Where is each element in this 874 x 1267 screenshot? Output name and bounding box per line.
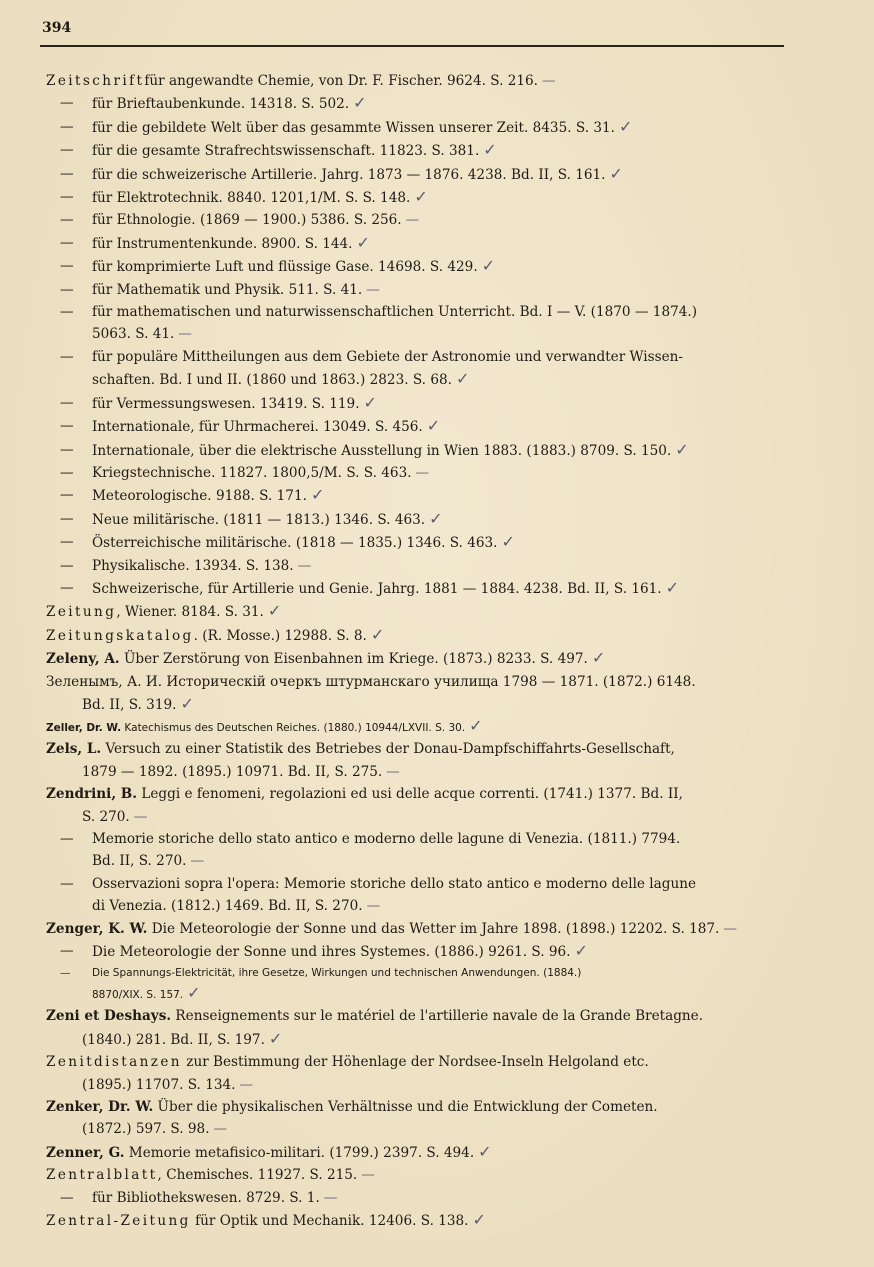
catalog-entry	[46, 1051, 790, 1096]
dash-mark-icon: —	[405, 212, 420, 229]
check-mark-icon: ✓	[478, 1141, 492, 1161]
check-mark-icon: ✓	[268, 1028, 283, 1048]
entry-line	[92, 831, 680, 847]
entry-text: Memorie metafisico-militari. (1799.) 2397. S. 494.	[124, 1144, 475, 1161]
entry-line	[46, 1210, 486, 1230]
entry-text: (1840.) 281. Bd. II, S. 197.	[82, 1031, 265, 1048]
entry-text: Neue militärische. (1811 — 1813.) 1346. S. 463.	[92, 511, 426, 528]
entry-text: Physikalische. 13934. S. 138.	[92, 557, 294, 574]
entry-line	[92, 967, 581, 979]
entry-text: für die gebildete Welt über das gesammte Wissen unserer Zeit. 8435. S. 31.	[92, 119, 615, 136]
dash-mark-icon: —	[361, 1167, 375, 1184]
entry-text: Schweizerische, für Artillerie und Genie. Jahrg. 1881 — 1884. 4238. Bd. II, S. 161.	[92, 580, 662, 597]
entry-text: für mathematischen und naturwissenschaftlichen Unterricht. Bd. I — V. (1870 — 1874.)	[92, 304, 698, 321]
entry-line	[92, 1190, 337, 1206]
entry-text: Bd. II, S. 319.	[82, 696, 177, 713]
entry-text: zur Bestimmung der Höhenlage der Nordsee-Inseln Helgoland etc.	[181, 1054, 649, 1071]
check-mark-icon: ✓	[472, 1210, 486, 1230]
dash-mark-icon: —	[366, 281, 380, 298]
check-mark-icon: ✓	[187, 983, 201, 1003]
entry-text: Osservazioni sopra l'opera: Memorie storiche dello stato antico e moderno delle lagune	[92, 875, 697, 892]
check-mark-icon: ✓	[455, 369, 470, 389]
entry-heading: Zendrini, B.	[46, 786, 138, 803]
catalog-entry	[46, 1005, 790, 1051]
entry-heading: Zenker, Dr. W.	[46, 1099, 154, 1116]
entry-heading: Зеленымъ,	[46, 673, 123, 690]
entry-continuation-line	[46, 1118, 790, 1140]
entry-line	[46, 1008, 703, 1024]
catalog-subentry	[46, 1187, 790, 1209]
entry-line	[92, 163, 623, 183]
catalog-subentry	[46, 346, 790, 392]
entry-text: Über Zerstörung von Eisenbahnen im Kriege. (1873.) 8233. S. 497.	[119, 651, 588, 668]
entry-text: für Brieftaubenkunde. 14318. S. 502.	[92, 96, 350, 113]
catalog-subentry	[46, 92, 790, 115]
catalog-subentry	[46, 484, 790, 507]
catalog-subentry	[46, 940, 790, 963]
check-mark-icon: ✓	[356, 232, 370, 252]
entry-line	[92, 187, 428, 207]
entry-text: . (R. Mosse.) 12988. S. 8.	[193, 627, 367, 644]
entry-text: 8870/XIX. S. 157.	[92, 989, 184, 1002]
catalog-entry	[46, 783, 790, 828]
entry-text: für Vermessungswesen. 13419. S. 119.	[92, 395, 360, 412]
entry-line	[46, 1099, 658, 1115]
entry-line	[92, 392, 377, 412]
entry-line	[92, 256, 496, 276]
entry-line	[46, 716, 483, 736]
entry-text: für die schweizerische Artillerie. Jahrg. 1873 — 1876. 4238. Bd. II, S. 161.	[92, 166, 606, 183]
entry-heading: Zentral-Zeitung	[46, 1213, 191, 1230]
entry-continuation-line	[92, 983, 790, 1005]
entry-line	[92, 93, 367, 113]
entry-text: für populäre Mittheilungen aus dem Gebiete der Astronomie und verwandter Wissen-	[92, 348, 683, 365]
entry-text: für Bibliothekswesen. 8729. S. 1.	[92, 1189, 320, 1206]
entry-text: Internationale, über die elektrische Ausstellung in Wien 1883. (1883.) 8709. S. 150.	[92, 442, 672, 459]
check-mark-icon: ✓	[618, 116, 633, 136]
entry-continuation-line	[46, 1028, 790, 1051]
entry-line	[92, 577, 680, 597]
catalog-subentry	[46, 392, 790, 415]
catalog-subentry	[46, 301, 790, 346]
entry-text: Bd. II, S. 270.	[92, 853, 187, 870]
entry-text: А. И. Историческій очеркъ штурманскаго училища 1798 — 1871. (1872.) 6148.	[122, 673, 696, 690]
catalog-subentry	[46, 462, 790, 484]
entry-line	[46, 624, 385, 644]
entry-text: Renseignements sur le matériel de l'artillerie navale de la Grande Bretagne.	[171, 1008, 704, 1025]
entry-line	[92, 232, 370, 252]
catalog-subentry	[46, 116, 790, 139]
check-mark-icon: ✓	[609, 163, 623, 183]
entry-text: für angewandte Chemie, von Dr. F. Fischer. 9624. S. 216.	[144, 73, 538, 89]
entry-line	[46, 73, 556, 89]
entry-text: Meteorologische. 9188. S. 171.	[92, 488, 307, 505]
check-mark-icon: ✓	[414, 187, 428, 207]
catalog-entry	[46, 647, 790, 670]
entry-text: für komprimierte Luft und flüssige Gase. 14698. S. 429.	[92, 259, 478, 276]
entry-text: , Chemisches. 11927. S. 215.	[157, 1167, 358, 1184]
entry-heading: Zeleny, A.	[46, 651, 120, 668]
entry-line	[46, 741, 675, 757]
entry-text: Österreichische militärische. (1818 — 1835.) 1346. S. 463.	[92, 535, 498, 552]
entry-text: für die gesamte Strafrechtswissenschaft. 11823. S. 381.	[92, 143, 480, 160]
catalog-entry	[46, 1141, 790, 1164]
entry-line	[92, 558, 311, 574]
catalog-entry	[46, 624, 790, 647]
entry-line	[46, 921, 737, 937]
entry-text: für Mathematik und Physik. 511. S. 41.	[92, 281, 363, 298]
check-mark-icon: ✓	[591, 648, 606, 668]
check-mark-icon: ✓	[429, 508, 443, 528]
dash-mark-icon: —	[366, 898, 381, 915]
catalog-subentry	[46, 186, 790, 209]
dash-mark-icon: —	[323, 1189, 338, 1206]
entry-continuation-line	[92, 368, 790, 391]
entry-line	[46, 1141, 492, 1161]
entry-heading: Zenitdistanzen	[46, 1054, 182, 1071]
entry-line	[92, 140, 497, 160]
entry-list	[46, 70, 790, 1233]
check-mark-icon: ✓	[180, 693, 194, 713]
catalog-entry	[46, 600, 790, 623]
entry-line	[46, 648, 606, 668]
check-mark-icon: ✓	[481, 256, 496, 276]
catalog-subentry	[46, 531, 790, 554]
entry-line	[46, 1167, 375, 1183]
entry-heading: Zeni et Deshays.	[46, 1008, 172, 1025]
entry-continuation-line	[92, 850, 790, 872]
entry-line	[92, 116, 633, 136]
entry-continuation-line	[46, 761, 790, 783]
entry-line	[92, 941, 588, 961]
entry-heading: Zeitschrift	[46, 73, 145, 89]
check-mark-icon: ✓	[426, 416, 441, 436]
catalog-subentry	[46, 415, 790, 438]
check-mark-icon: ✓	[310, 485, 325, 505]
entry-line	[92, 212, 419, 228]
dash-mark-icon: —	[213, 1121, 228, 1138]
entry-text: , Wiener. 8184. S. 31.	[116, 604, 264, 621]
catalog-entry	[46, 70, 790, 92]
entry-line	[46, 1054, 649, 1070]
catalog-subentry	[46, 279, 790, 301]
entry-text: für Ethnologie. (1869 — 1900.) 5386. S. 256.	[92, 212, 402, 229]
check-mark-icon: ✓	[665, 577, 680, 597]
entry-line	[92, 876, 696, 892]
catalog-subentry	[46, 963, 790, 1005]
entry-text: (1872.) 597. S. 98.	[82, 1121, 210, 1138]
entry-continuation-line	[46, 693, 790, 716]
catalog-subentry	[46, 209, 790, 231]
entry-line	[46, 674, 696, 690]
entry-text: Die Spannungs-Elektricität, ihre Gesetze, Wirkungen und technischen Anwendungen. (1884.)	[92, 967, 582, 980]
entry-text: Katechismus des Deutschen Reiches. (1880.) 10944/LXVII. S. 30.	[121, 722, 466, 735]
entry-heading: Zeitungskatalog	[46, 627, 194, 644]
header-rule	[40, 45, 784, 47]
catalog-entry	[46, 1096, 790, 1141]
entry-line	[46, 786, 683, 802]
entry-text: (1895.) 11707. S. 134.	[82, 1076, 236, 1093]
entry-line	[92, 349, 683, 365]
check-mark-icon: ✓	[501, 532, 515, 552]
dash-mark-icon: —	[723, 920, 737, 937]
entry-text: für Optik und Mechanik. 12406. S. 138.	[190, 1213, 469, 1230]
entry-text: Leggi e fenomeni, regolazioni ed usi delle acque correnti. (1741.) 1377. Bd. II,	[137, 786, 683, 803]
catalog-subentry	[46, 577, 790, 600]
entry-text: Die Meteorologie der Sonne und ihres Systemes. (1886.) 9261. S. 96.	[92, 944, 571, 961]
check-mark-icon: ✓	[353, 93, 367, 113]
catalog-entry	[46, 738, 790, 783]
catalog-subentry	[46, 828, 790, 873]
dash-mark-icon: —	[541, 73, 556, 89]
catalog-subentry	[46, 163, 790, 186]
catalog-entry	[46, 918, 790, 940]
entry-text: 1879 — 1892. (1895.) 10971. Bd. II, S. 275.	[82, 763, 383, 780]
check-mark-icon: ✓	[363, 392, 377, 412]
catalog-subentry	[46, 873, 790, 918]
catalog-subentry	[46, 255, 790, 278]
check-mark-icon: ✓	[574, 941, 588, 961]
entry-line	[92, 304, 697, 320]
entry-heading: Zeitung	[46, 604, 117, 621]
entry-heading: Zels, L.	[46, 741, 102, 758]
dash-mark-icon: —	[190, 853, 205, 870]
entry-line	[92, 282, 380, 298]
entry-text: Memorie storiche dello stato antico e moderno delle lagune di Venezia. (1811.) 7794.	[92, 831, 681, 847]
catalog-subentry	[46, 439, 790, 462]
check-mark-icon: ✓	[267, 601, 282, 621]
entry-heading: Zenger, K. W.	[46, 920, 148, 937]
entry-text: 5063. S. 41.	[92, 326, 175, 343]
entry-continuation-line	[92, 323, 790, 345]
catalog-subentry	[46, 508, 790, 531]
entry-text: S. 270.	[82, 808, 130, 825]
catalog-subentry	[46, 232, 790, 255]
dash-mark-icon: —	[297, 557, 312, 574]
dash-mark-icon: —	[415, 464, 430, 481]
entry-text: Internationale, für Uhrmacherei. 13049. S. 456.	[92, 419, 423, 436]
entry-continuation-line	[46, 1074, 790, 1096]
entry-text: Kriegstechnische. 11827. 1800,5/M. S. S. 463.	[92, 464, 412, 481]
catalog-subentry	[46, 555, 790, 577]
entry-heading: Zeller, Dr. W.	[46, 722, 122, 735]
entry-line	[92, 465, 429, 481]
entry-text: schaften. Bd. I und II. (1860 und 1863.) 2823. S. 68.	[92, 372, 452, 389]
dash-mark-icon: —	[386, 763, 400, 780]
entry-text: für Elektrotechnik. 8840. 1201,1/M. S. S. 148.	[92, 190, 411, 207]
entry-text: Versuch zu einer Statistik des Betriebes der Donau-Dampfschiffahrts-Gesellschaft,	[101, 741, 675, 758]
entry-line	[92, 532, 515, 552]
entry-text: für Instrumentenkunde. 8900. S. 144.	[92, 235, 353, 252]
entry-line	[92, 416, 441, 436]
entry-text: Über die physikalischen Verhältnisse und die Entwicklung der Cometen.	[153, 1099, 658, 1116]
catalog-entry	[46, 716, 790, 738]
check-mark-icon: ✓	[483, 140, 497, 160]
catalog-entry	[46, 1209, 790, 1232]
dash-mark-icon: —	[239, 1076, 254, 1093]
catalog-subentry	[46, 139, 790, 162]
entry-line	[92, 485, 325, 505]
dash-mark-icon: —	[178, 326, 192, 343]
check-mark-icon: ✓	[469, 716, 483, 736]
dash-mark-icon: —	[133, 808, 148, 825]
catalog-entry	[46, 1164, 790, 1186]
entry-line	[92, 508, 443, 528]
page-number: 394	[42, 20, 72, 36]
check-mark-icon: ✓	[370, 624, 385, 644]
entry-line	[46, 601, 282, 621]
entry-continuation-line	[46, 806, 790, 828]
entry-heading: Zenner, G.	[46, 1144, 125, 1161]
entry-heading: Zentralblatt	[46, 1167, 158, 1184]
entry-text: di Venezia. (1812.) 1469. Bd. II, S. 270.	[92, 898, 363, 915]
check-mark-icon: ✓	[675, 439, 689, 459]
entry-line	[92, 439, 689, 459]
catalog-entry	[46, 671, 790, 717]
entry-continuation-line	[92, 895, 790, 917]
entry-text: Die Meteorologie der Sonne und das Wetter im Jahre 1898. (1898.) 12202. S. 187.	[147, 920, 720, 937]
